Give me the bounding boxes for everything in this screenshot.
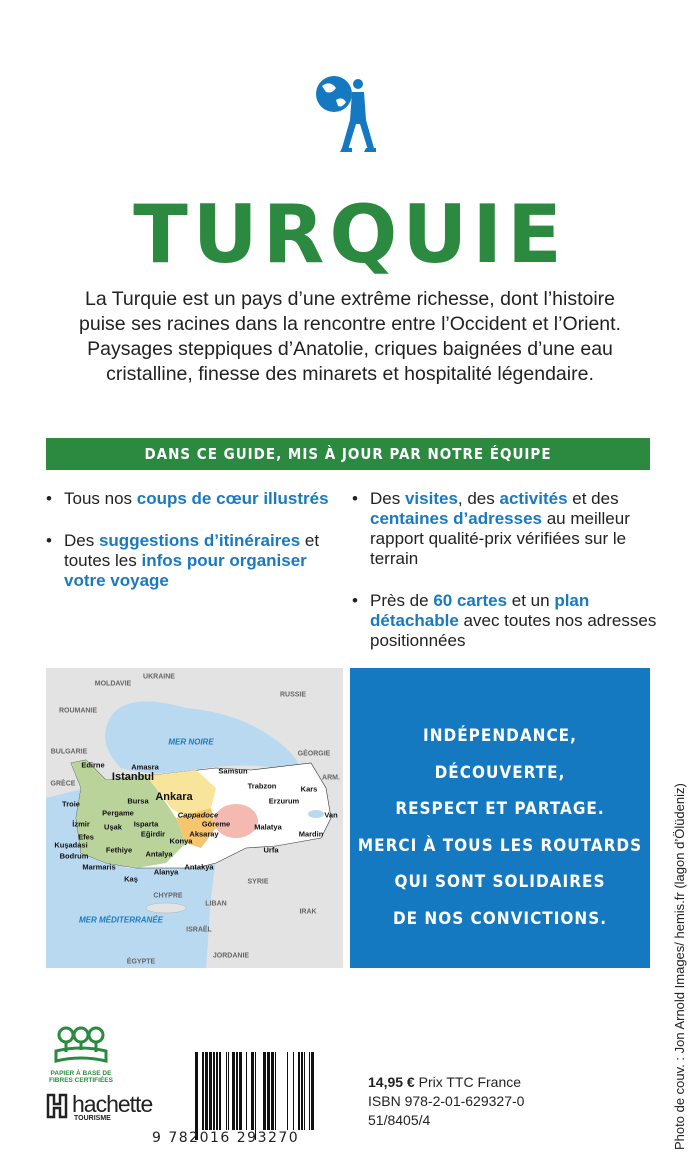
highlight-text: coups de cœur illustrés	[136, 489, 329, 508]
trees-book-icon	[51, 1025, 111, 1065]
map-label: Marmaris	[82, 862, 116, 872]
map-label: SYRIE	[247, 878, 269, 886]
highlight-text: infos pour organiser votre voyage	[64, 551, 307, 590]
map-label: Eğirdir	[140, 829, 166, 839]
map-label: Alanya	[153, 867, 179, 877]
map-label: IRAK	[299, 908, 317, 916]
map-label: GÉORGIE	[297, 750, 331, 758]
barcode-number: 9 782016 293270	[152, 1130, 300, 1146]
map-label: Van	[324, 810, 338, 820]
map-label: Edirne	[81, 760, 105, 770]
routard-logo-icon	[312, 72, 384, 154]
map-label: Antakya	[184, 862, 214, 872]
map-label: JORDANIE	[212, 952, 250, 960]
highlight-text: plan détachable	[370, 591, 590, 630]
bullet-text: Des	[370, 489, 405, 508]
map-label: Kars	[300, 784, 318, 794]
map-label: RUSSIE	[279, 691, 307, 699]
manifesto-line: RESPECT ET PARTAGE.	[395, 799, 605, 819]
page-title: TURQUIE	[133, 188, 567, 281]
price-label: Prix TTC France	[414, 1074, 522, 1090]
bullet-item	[352, 591, 662, 651]
isbn: ISBN 978-2-01-629327-0	[368, 1093, 525, 1109]
map-label: Uşak	[104, 822, 122, 832]
highlight-text: centaines d’adresses	[370, 509, 542, 528]
bullet-text: , des	[457, 489, 500, 508]
guide-banner: DANS CE GUIDE, MIS À JOUR PAR NOTRE ÉQUIPE	[46, 438, 650, 470]
map-label: LIBAN	[205, 900, 227, 908]
map-label: Mardin	[298, 829, 324, 839]
highlight-text: 60 cartes	[433, 591, 508, 610]
map-label: ROUMANIE	[58, 707, 98, 715]
map-label: Malatya	[254, 822, 282, 832]
publisher-name: hachette	[72, 1091, 153, 1117]
turkey-map	[46, 668, 343, 968]
highlight-text: activités	[499, 489, 568, 508]
map-label: Erzurum	[268, 796, 300, 806]
hachette-h-icon	[46, 1093, 68, 1119]
map-label: ARM.	[322, 774, 340, 782]
bullet-text: et un	[507, 591, 555, 610]
map-label: Isparta	[133, 819, 159, 829]
map-label: CHYPRE	[153, 892, 183, 900]
bullet-item	[46, 489, 346, 509]
publisher-sub: TOURISME	[74, 1115, 111, 1122]
map-label: BULGARIE	[50, 748, 88, 756]
price-block	[368, 1073, 524, 1130]
bullet-text: et toutes les	[64, 531, 320, 570]
highlight-text: visites	[404, 489, 458, 508]
manifesto-line: MERCI À TOUS LES ROUTARDS	[357, 835, 643, 856]
map-label: Istanbul	[111, 771, 155, 783]
map-label: Trabzon	[247, 781, 277, 791]
map-label: Antalya	[145, 849, 173, 859]
price-amount: 14,95 €	[368, 1074, 415, 1090]
product-code: 51/8405/4	[368, 1112, 431, 1128]
bullet-text: avec toutes nos adresses positionnées	[370, 611, 657, 650]
bullets-left	[46, 489, 346, 613]
manifesto-box	[350, 668, 650, 968]
map-label: Pergame	[102, 808, 134, 818]
fsc-logo	[46, 1025, 116, 1084]
intro-text: La Turquie est un pays d’une extrême richesse, dont l’histoire puise ses racines dans la rencontre entre l’Occident et l’Orient. Paysages steppiques d’Anatolie, criques baignées d’une eau cristalline, finesse des minarets et hospitalité légendaire.	[79, 288, 621, 385]
highlight-text: suggestions d’itinéraires	[98, 531, 301, 550]
map-label: Troie	[62, 799, 80, 809]
map-label: Kuşadasi	[54, 840, 88, 850]
bullets-right	[352, 489, 662, 673]
bullet-text: Des	[64, 531, 99, 550]
manifesto-line: INDÉPENDANCE,	[423, 726, 577, 746]
map-label: UKRAINE	[143, 673, 175, 681]
map-label: Bursa	[127, 796, 149, 806]
publisher-logo	[46, 1093, 152, 1122]
map-label: MER NOIRE	[168, 737, 214, 747]
map-label: Konya	[169, 836, 193, 846]
bullet-text: au meilleur rapport qualité-prix vérifiées sur le terrain	[370, 509, 630, 568]
map-label: Urfa	[263, 845, 279, 855]
manifesto-line: DÉCOUVERTE,	[434, 762, 566, 783]
map-label: Aksaray	[189, 829, 219, 839]
manifesto-line: DE NOS CONVICTIONS.	[392, 908, 608, 929]
map-label: ISRAËL	[186, 926, 212, 934]
map-label: Efes	[78, 832, 94, 842]
map-label: ÉGYPTE	[126, 958, 156, 966]
map-label: Amasra	[131, 762, 159, 772]
manifesto-line: QUI SONT SOLIDAIRES	[394, 872, 606, 892]
map-label: İzmir	[72, 819, 90, 829]
fsc-text: PAPIER À BASE DE FIBRES CERTIFIÉES	[49, 1070, 113, 1084]
map-label: Samsun	[218, 766, 248, 776]
map-label: Göreme	[201, 819, 231, 829]
map-label: MER MÉDITERRANÉE	[78, 915, 164, 925]
photo-credit: Photo de couv. : Jon Arnold Images/ hemis.fr (lagon d’Ölüdeniz)	[672, 783, 687, 1150]
map-label: Cappadoce	[177, 810, 219, 820]
bullet-text: Près de	[370, 591, 434, 610]
bullet-text: et des	[567, 489, 619, 508]
map-label: Kaş	[124, 874, 138, 884]
map-label: Fethiye	[105, 845, 133, 855]
map-label: MOLDAVIE	[94, 680, 132, 688]
map-label: Ankara	[155, 791, 193, 803]
map-label: Bodrum	[59, 851, 89, 861]
bullet-item	[46, 531, 346, 591]
map-label: GRÈCE	[50, 780, 76, 788]
bullet-text: Tous nos	[64, 489, 137, 508]
bullet-item	[352, 489, 662, 569]
